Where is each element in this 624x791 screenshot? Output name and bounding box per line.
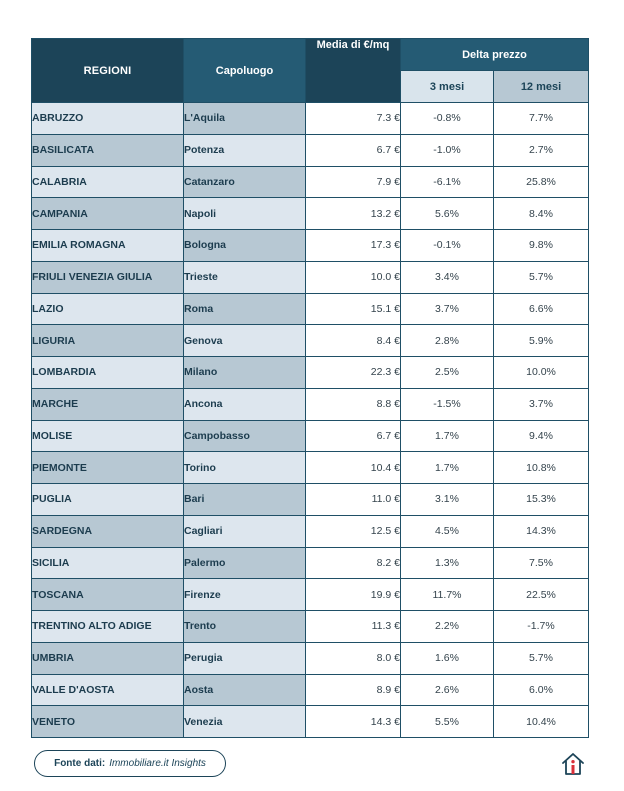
average-cell: 11.3 €	[306, 611, 401, 643]
table-row	[32, 103, 589, 135]
average-cell: 22.3 €	[306, 357, 401, 389]
average-cell: 19.9 €	[306, 579, 401, 611]
table-row	[32, 420, 589, 452]
delta-3m-cell: -6.1%	[401, 166, 494, 198]
table-row	[32, 674, 589, 706]
region-cell: LIGURIA	[32, 325, 184, 357]
capital-cell: Potenza	[184, 134, 306, 166]
region-cell: TOSCANA	[32, 579, 184, 611]
header-delta-12m: 12 mesi	[494, 71, 589, 103]
header-delta: Delta prezzo	[401, 39, 589, 71]
average-cell: 17.3 €	[306, 230, 401, 262]
capital-cell: Perugia	[184, 642, 306, 674]
delta-12m-cell: 14.3%	[494, 515, 589, 547]
delta-3m-cell: 2.8%	[401, 325, 494, 357]
region-cell: UMBRIA	[32, 642, 184, 674]
capital-cell: Catanzaro	[184, 166, 306, 198]
average-cell: 12.5 €	[306, 515, 401, 547]
capital-cell: Aosta	[184, 674, 306, 706]
average-cell: 10.4 €	[306, 452, 401, 484]
average-cell: 6.7 €	[306, 134, 401, 166]
table-row	[32, 134, 589, 166]
delta-3m-cell: 2.6%	[401, 674, 494, 706]
header-average: Media di €/mq	[306, 39, 401, 103]
table-row	[32, 357, 589, 389]
delta-12m-cell: 15.3%	[494, 484, 589, 516]
table-row	[32, 293, 589, 325]
average-cell: 13.2 €	[306, 198, 401, 230]
header-region: REGIONI	[32, 39, 184, 103]
table-row	[32, 547, 589, 579]
average-cell: 10.0 €	[306, 261, 401, 293]
table-row	[32, 611, 589, 643]
delta-12m-cell: 9.8%	[494, 230, 589, 262]
capital-cell: Cagliari	[184, 515, 306, 547]
region-cell: BASILICATA	[32, 134, 184, 166]
average-cell: 8.0 €	[306, 642, 401, 674]
delta-3m-cell: 2.2%	[401, 611, 494, 643]
region-cell: CALABRIA	[32, 166, 184, 198]
region-cell: TRENTINO ALTO ADIGE	[32, 611, 184, 643]
capital-cell: Palermo	[184, 547, 306, 579]
average-cell: 11.0 €	[306, 484, 401, 516]
region-cell: FRIULI VENEZIA GIULIA	[32, 261, 184, 293]
capital-cell: Firenze	[184, 579, 306, 611]
delta-3m-cell: 1.3%	[401, 547, 494, 579]
capital-cell: Venezia	[184, 706, 306, 738]
capital-cell: Roma	[184, 293, 306, 325]
delta-3m-cell: 1.6%	[401, 642, 494, 674]
delta-12m-cell: 5.7%	[494, 642, 589, 674]
region-cell: ABRUZZO	[32, 103, 184, 135]
delta-3m-cell: 1.7%	[401, 452, 494, 484]
header-capital: Capoluogo	[184, 39, 306, 103]
source-badge	[34, 750, 226, 777]
capital-cell: Napoli	[184, 198, 306, 230]
delta-3m-cell: -0.1%	[401, 230, 494, 262]
delta-12m-cell: 7.7%	[494, 103, 589, 135]
delta-3m-cell: 5.5%	[401, 706, 494, 738]
delta-3m-cell: 3.4%	[401, 261, 494, 293]
region-cell: CAMPANIA	[32, 198, 184, 230]
capital-cell: Trento	[184, 611, 306, 643]
delta-12m-cell: 2.7%	[494, 134, 589, 166]
average-cell: 8.2 €	[306, 547, 401, 579]
region-cell: VALLE D'AOSTA	[32, 674, 184, 706]
price-table	[31, 38, 589, 738]
average-cell: 15.1 €	[306, 293, 401, 325]
average-cell: 8.9 €	[306, 674, 401, 706]
delta-3m-cell: 1.7%	[401, 420, 494, 452]
table-body	[32, 103, 589, 738]
delta-12m-cell: 10.8%	[494, 452, 589, 484]
capital-cell: Trieste	[184, 261, 306, 293]
table-row	[32, 706, 589, 738]
delta-12m-cell: 3.7%	[494, 388, 589, 420]
delta-3m-cell: 2.5%	[401, 357, 494, 389]
table-row	[32, 166, 589, 198]
delta-3m-cell: -1.0%	[401, 134, 494, 166]
table-row	[32, 230, 589, 262]
region-cell: EMILIA ROMAGNA	[32, 230, 184, 262]
delta-3m-cell: 4.5%	[401, 515, 494, 547]
delta-3m-cell: 3.7%	[401, 293, 494, 325]
table-row	[32, 198, 589, 230]
region-cell: VENETO	[32, 706, 184, 738]
delta-12m-cell: 5.9%	[494, 325, 589, 357]
region-cell: PIEMONTE	[32, 452, 184, 484]
delta-3m-cell: 3.1%	[401, 484, 494, 516]
capital-cell: Torino	[184, 452, 306, 484]
capital-cell: L'Aquila	[184, 103, 306, 135]
region-cell: MOLISE	[32, 420, 184, 452]
delta-3m-cell: 11.7%	[401, 579, 494, 611]
house-info-icon	[561, 751, 585, 777]
delta-12m-cell: 8.4%	[494, 198, 589, 230]
table-row	[32, 642, 589, 674]
average-cell: 6.7 €	[306, 420, 401, 452]
delta-12m-cell: 9.4%	[494, 420, 589, 452]
delta-12m-cell: 22.5%	[494, 579, 589, 611]
delta-12m-cell: 6.6%	[494, 293, 589, 325]
average-cell: 7.9 €	[306, 166, 401, 198]
table-row	[32, 261, 589, 293]
source-label: Fonte dati:	[54, 758, 106, 769]
delta-12m-cell: 7.5%	[494, 547, 589, 579]
delta-3m-cell: -1.5%	[401, 388, 494, 420]
region-cell: LAZIO	[32, 293, 184, 325]
delta-12m-cell: 10.4%	[494, 706, 589, 738]
region-cell: MARCHE	[32, 388, 184, 420]
capital-cell: Milano	[184, 357, 306, 389]
average-cell: 8.8 €	[306, 388, 401, 420]
delta-12m-cell: 6.0%	[494, 674, 589, 706]
region-cell: SICILIA	[32, 547, 184, 579]
average-cell: 7.3 €	[306, 103, 401, 135]
delta-3m-cell: -0.8%	[401, 103, 494, 135]
delta-12m-cell: 5.7%	[494, 261, 589, 293]
capital-cell: Bari	[184, 484, 306, 516]
delta-3m-cell: 5.6%	[401, 198, 494, 230]
capital-cell: Bologna	[184, 230, 306, 262]
capital-cell: Campobasso	[184, 420, 306, 452]
average-cell: 8.4 €	[306, 325, 401, 357]
table-row	[32, 452, 589, 484]
capital-cell: Genova	[184, 325, 306, 357]
region-cell: PUGLIA	[32, 484, 184, 516]
capital-cell: Ancona	[184, 388, 306, 420]
table-row	[32, 484, 589, 516]
delta-12m-cell: -1.7%	[494, 611, 589, 643]
average-cell: 14.3 €	[306, 706, 401, 738]
table-row	[32, 579, 589, 611]
header-delta-3m: 3 mesi	[401, 71, 494, 103]
region-cell: LOMBARDIA	[32, 357, 184, 389]
region-cell: SARDEGNA	[32, 515, 184, 547]
table-row	[32, 325, 589, 357]
table-row	[32, 388, 589, 420]
delta-12m-cell: 25.8%	[494, 166, 589, 198]
table-row	[32, 515, 589, 547]
delta-12m-cell: 10.0%	[494, 357, 589, 389]
source-value: Immobiliare.it Insights	[109, 758, 206, 769]
